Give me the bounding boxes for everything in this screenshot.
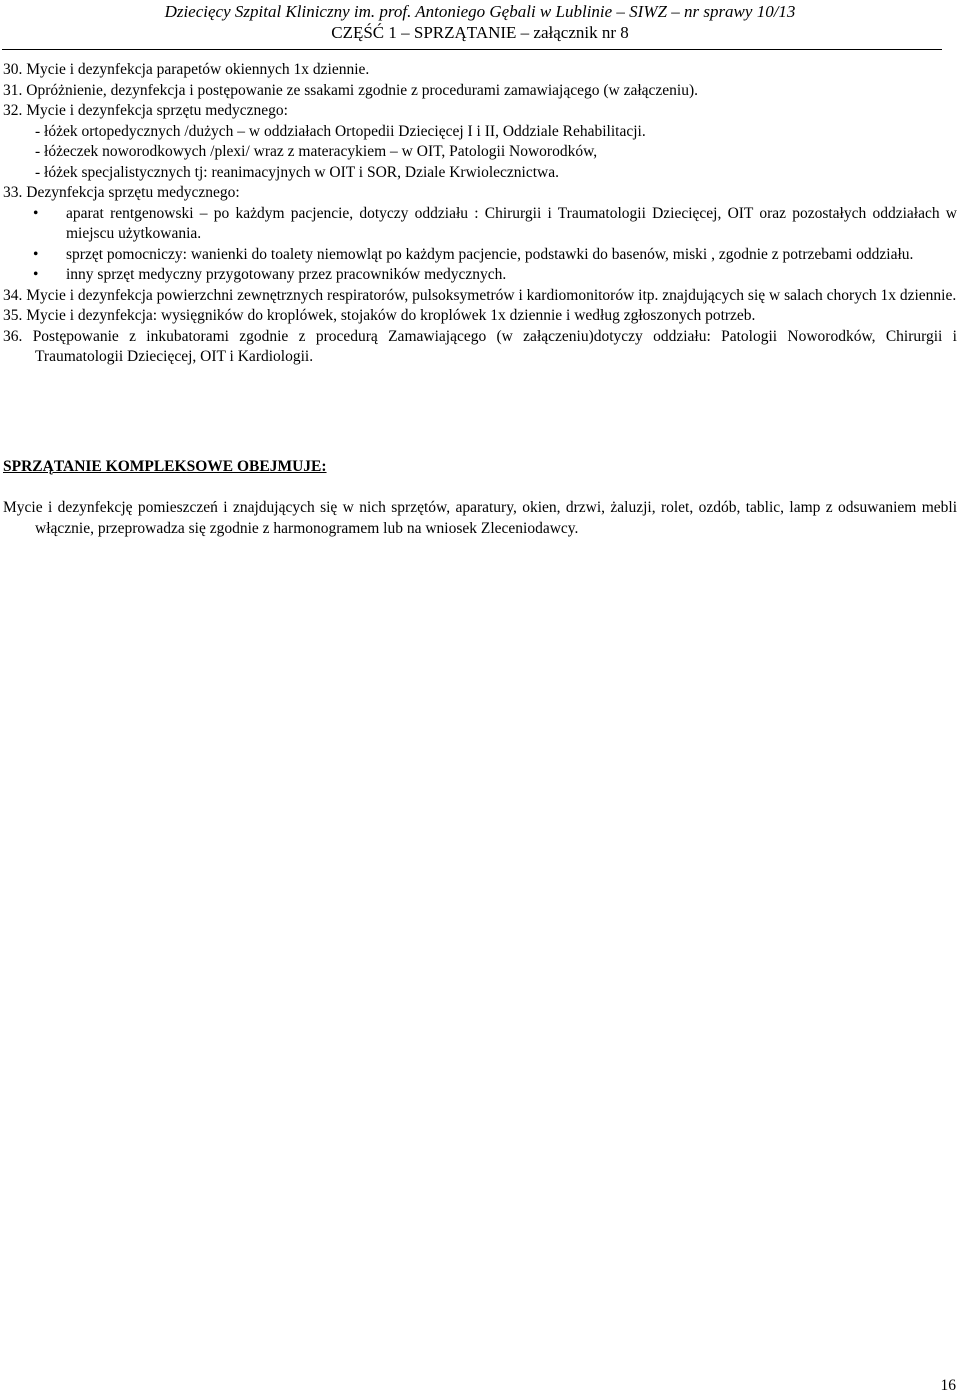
item-32-sub-c: - łóżek specjalistycznych tj: reanimacyjnych w OIT i SOR, Dziale Krwiolecznictwa. bbox=[35, 163, 559, 181]
section-heading: SPRZĄTANIE KOMPLEKSOWE OBEJMUJE: bbox=[3, 458, 327, 475]
list-item bbox=[3, 265, 957, 286]
item-31: 31. Opróżnienie, dezynfekcja i postępowanie ze ssakami zgodnie z procedurami zamawiającego (w załączeniu). bbox=[3, 81, 699, 99]
bullet-text: sprzęt pomocniczy: wanienki do toalety niemowląt po każdym pacjencie, podstawki do basenów, miski , zgodnie z potrzebami oddziału. bbox=[66, 245, 914, 263]
item-34: 34. Mycie i dezynfekcja powierzchni zewnętrznych respiratorów, pulsoksymetrów i kardiomonitorów itp. znajdujących się w salach chorych 1x dziennie. bbox=[3, 286, 957, 304]
list-item bbox=[3, 204, 957, 245]
item-30: 30. Mycie i dezynfekcja parapetów okiennych 1x dziennie. bbox=[3, 61, 370, 78]
document-body bbox=[3, 60, 957, 368]
header-title: Dziecięcy Szpital Kliniczny im. prof. Antoniego Gębali w Lublinie – SIWZ – nr sprawy 10/13 bbox=[164, 2, 796, 21]
list-item bbox=[3, 245, 957, 266]
bullet-text: inny sprzęt medyczny przygotowany przez pracowników medycznych. bbox=[66, 266, 507, 283]
item-32: 32. Mycie i dezynfekcja sprzętu medycznego: bbox=[3, 102, 288, 119]
page-header bbox=[0, 0, 960, 43]
item-36: 36. Postępowanie z inkubatorami zgodnie z procedurą Zamawiającego (w załączeniu)dotyczy oddziału: Patologii Noworodków, Chirurgii i Traumatologii Dziecięcej, OIT i Kardiologii. bbox=[3, 327, 957, 365]
item-33: 33. Dezynfekcja sprzętu medycznego: bbox=[3, 184, 240, 201]
item-32-sub-a: - łóżek ortopedycznych /dużych – w oddziałach Ortopedii Dziecięcej I i II, Oddziale Rehabilitacji. bbox=[35, 122, 646, 140]
bullet-text: aparat rentgenowski – po każdym pacjencie, dotyczy oddziału : Chirurgii i Traumatologii Dziecięcej, OIT oraz pozostałych oddziałach w miejscu użytkowania. bbox=[66, 204, 957, 242]
bullet-icon: • bbox=[33, 204, 39, 222]
page-number: 16 bbox=[940, 1377, 956, 1394]
item-32-sub-b: - łóżeczek noworodkowych /plexi/ wraz z materacykiem – w OIT, Patologii Noworodków, bbox=[35, 143, 598, 160]
item-35: 35. Mycie i dezynfekcja: wysięgników do kroplówek, stojaków do kroplówek 1x dziennie i według zgłoszonych potrzeb. bbox=[3, 307, 756, 324]
header-rule bbox=[2, 49, 942, 50]
section-paragraph: Mycie i dezynfekcję pomieszczeń i znajdujących się w nich sprzętów, aparatury, okien, drzwi, żaluzji, rolet, ozdób, tablic, lamp z odsuwaniem mebli włącznie, przeprowadza się zgodnie z harmonogramem lub na wniosek Zleceniodawcy. bbox=[3, 499, 957, 537]
item-33-bullet-list bbox=[3, 204, 957, 286]
bullet-icon: • bbox=[33, 266, 39, 283]
header-subtitle: CZĘŚĆ 1 – SPRZĄTANIE – załącznik nr 8 bbox=[331, 23, 629, 42]
bullet-icon: • bbox=[33, 245, 39, 263]
